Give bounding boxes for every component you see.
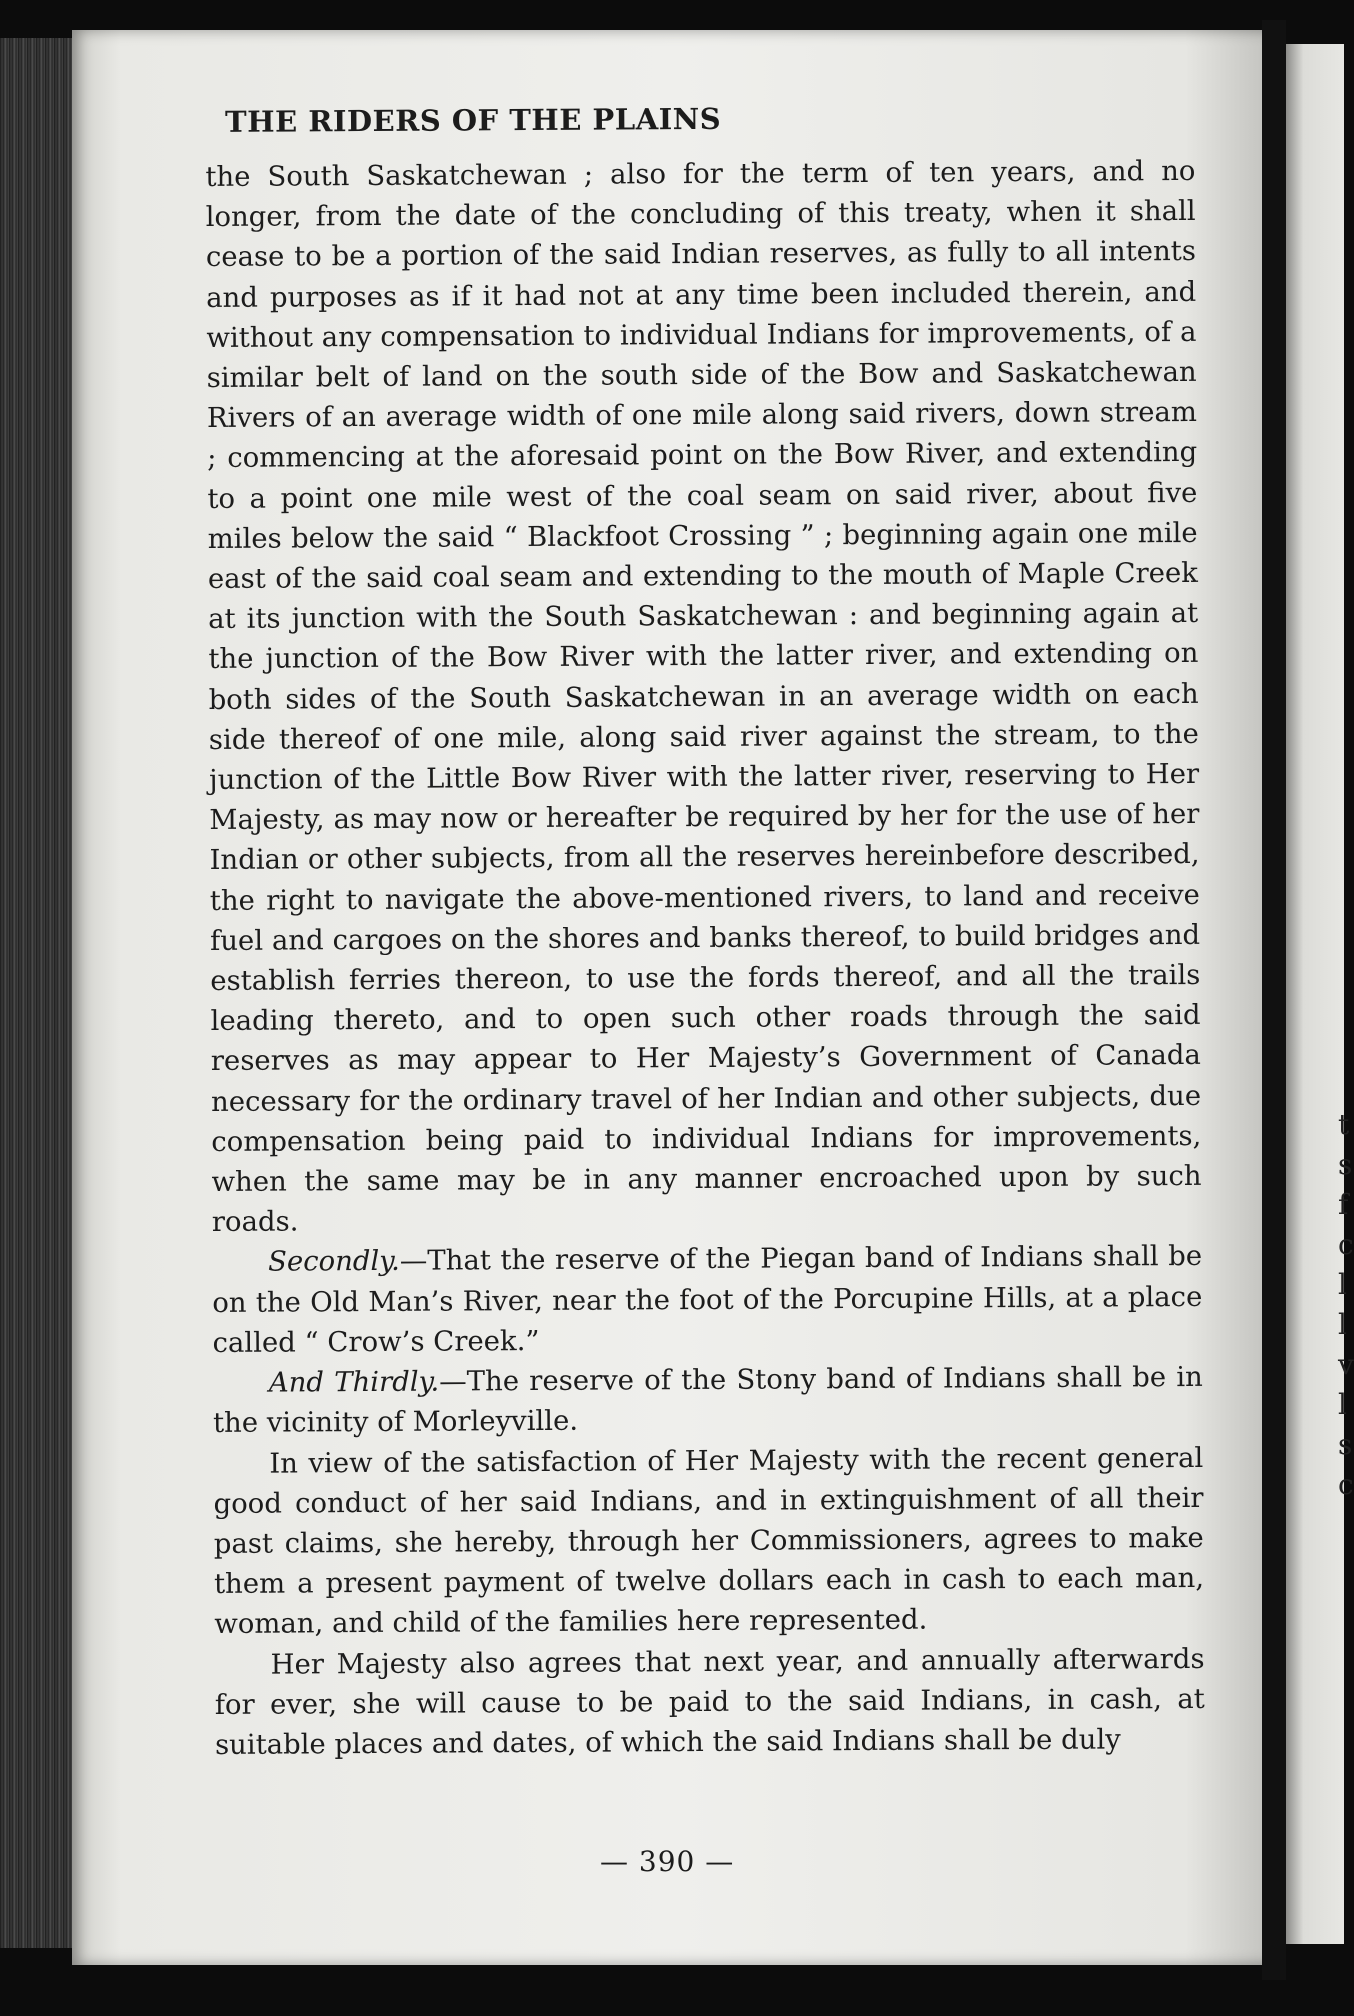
paragraph-text: —The reserve of the Stony band of Indians shall be in the vicinity of Morleyville. xyxy=(212,1361,1203,1440)
paragraph-thirdly xyxy=(213,1357,1203,1443)
facing-page-fragment: c xyxy=(1338,1228,1354,1261)
book-binding-edge xyxy=(0,38,82,1948)
page-number: — 390 — xyxy=(600,1845,735,1878)
paragraph-lead: Secondly. xyxy=(267,1245,400,1279)
running-head: THE RIDERS OF THE PLAINS xyxy=(224,101,722,139)
paragraph-text: —That the reserve of the Piegan band of Indians shall be on the Old Man’s River, near the foot of the Porcupine Hills, at a place called “ Crow’s Creek.” xyxy=(212,1240,1203,1359)
paragraph-lead: And Thirdly. xyxy=(268,1365,440,1399)
paragraph-payment xyxy=(213,1437,1204,1644)
paragraph-annuity xyxy=(214,1638,1205,1765)
facing-page-fragment: f xyxy=(1338,1188,1349,1221)
facing-page-fragment: c xyxy=(1338,1468,1354,1501)
facing-page-fragment: s xyxy=(1338,1428,1353,1461)
paragraph-text: the South Saskatchewan ; also for the term of ten years, and no longer, from the date of the concluding of this treaty, when it shall cease to be a portion of the said Indian reserves, as fully to all intents and purposes as if it had not at any time been included therein, and without any compensation to individual Indians for improvements, of a similar belt of land on the south side of the Bow and Saskatchewan Rivers of an average width of one mile along said rivers, down stream ; commencing at the aforesaid point on the Bow River, and extending to a point one mile west of the coal seam on said river, about five miles below the said “ Blackfoot Crossing ” ; beginning again one mile east of the said coal seam and extending to the mouth of Maple Creek at its junction with the South Saskatchewan : and beginning again at the junction of the Bow River with the latter river, and extending on both sides of the South Saskatchewan in an average width on each side thereof of one mile, along said river against the stream, to the junction of the Little Bow River with the latter river, reserving to Her Majesty, as may now or hereafter be required by her for the use of her Indian or other subjects, from all the reserves hereinbefore described, the right to navigate the above-mentioned rivers, to land and receive fuel and cargoes on the shores and banks thereof, to build bridges and establish ferries thereon, to use the fords thereof, and all the trails leading thereto, and to open such other roads through the said reserves as may appear to Her Majesty’s Government of Canada necessary for the ordinary travel of her Indian and other subjects, due compensation being paid to individual Indians for improvements, when the same may be in any manner encroached upon by such roads. xyxy=(205,154,1202,1239)
facing-page-fragment: s xyxy=(1338,1148,1353,1181)
facing-page-fragment: v xyxy=(1338,1348,1354,1381)
facing-page-fragment: t xyxy=(1338,1108,1350,1141)
paragraph-text: In view of the satisfaction of Her Majesty with the recent general good conduct of her said Indians, and in extinguishment of all their past claims, she hereby, through her Commissioners, agrees to make them a present payment of twelve dollars each in cash to each man, woman, and child of the families here represented. xyxy=(213,1441,1205,1641)
facing-page-fragment: l xyxy=(1338,1268,1347,1301)
facing-page-fragment: l xyxy=(1338,1388,1347,1421)
page-gutter xyxy=(1262,20,1286,1980)
paragraph-continuation xyxy=(205,151,1202,1243)
facing-page-sliver xyxy=(1286,44,1344,1944)
facing-page-fragment: l xyxy=(1338,1308,1347,1341)
paragraph-secondly xyxy=(212,1236,1203,1363)
page-text-block xyxy=(205,99,1205,1765)
paragraph-text: Her Majesty also agrees that next year, and annually afterwards for ever, she will cause to be paid to the said Indians, in cash, at suitable places and dates, of which the said Indians shall be duly xyxy=(214,1642,1205,1761)
